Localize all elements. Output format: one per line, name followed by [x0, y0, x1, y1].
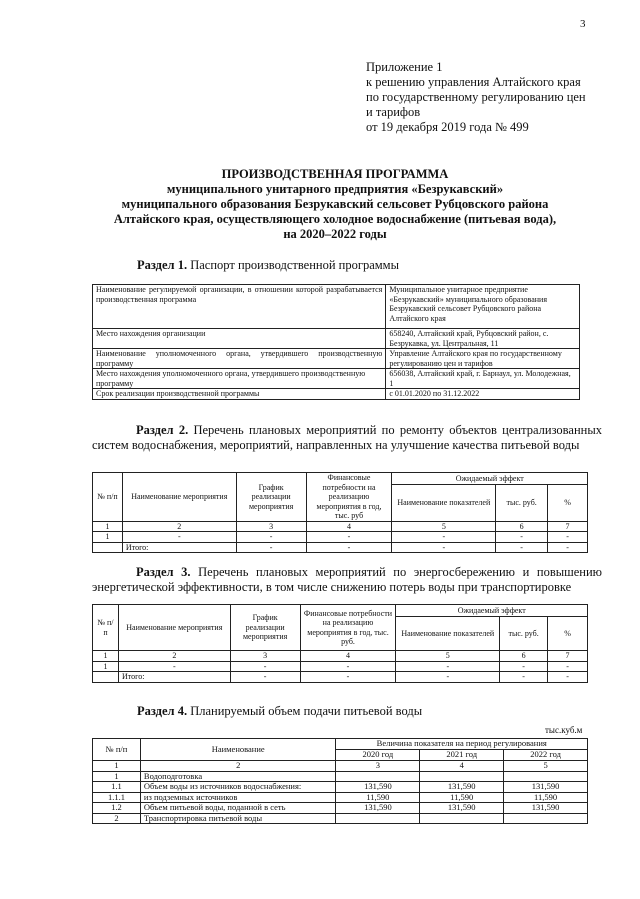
column-number: 5: [504, 761, 588, 772]
section3-text: Перечень плановых мероприятий по энергосбережению и повышению энергетической эффективности, в том числе снижению потерь воды при транспортировке: [92, 565, 603, 594]
appendix-line: по государственному регулированию цен: [366, 90, 586, 104]
total-label: Итого:: [118, 672, 230, 683]
table-row: [93, 782, 588, 793]
section1-label: Раздел 1.: [137, 258, 188, 272]
cell: 131,590: [420, 803, 504, 814]
appendix-block: [366, 60, 586, 135]
cell: 131,590: [504, 782, 588, 793]
cell: -: [496, 542, 548, 553]
cell: 131,590: [504, 803, 588, 814]
passport-value: с 01.01.2020 по 31.12.2022: [386, 389, 580, 400]
column-number: 5: [392, 521, 496, 532]
cell: -: [300, 672, 396, 683]
table-row: [93, 792, 588, 803]
cell: 131,590: [336, 803, 420, 814]
cell: 1: [93, 661, 119, 672]
cell: 11,590: [420, 792, 504, 803]
cell: -: [500, 672, 548, 683]
section1-text: Паспорт производственной программы: [190, 258, 399, 272]
title-line: ПРОИЗВОДСТВЕННАЯ ПРОГРАММА: [221, 167, 449, 181]
header-effect: Ожидаемый эффект: [396, 605, 588, 617]
header-finance: Финансовые потребности на реализацию мероприятия в год, тыс. руб.: [300, 605, 396, 651]
passport-name: Место нахождения организации: [93, 329, 386, 349]
section2-table: [92, 472, 588, 553]
column-number: 6: [500, 651, 548, 662]
passport-name: Наименование уполномоченного органа, утвердившего производственную программу: [93, 349, 386, 369]
table-row: [93, 329, 580, 349]
header-year: 2022 год: [504, 750, 588, 761]
title-line: муниципального унитарного предприятия «Безрукавский»: [166, 182, 504, 196]
cell: [336, 771, 420, 782]
cell: Водоподготовка: [140, 771, 336, 782]
column-number: 3: [230, 651, 300, 662]
column-number: 5: [396, 651, 500, 662]
table-row: [93, 542, 588, 553]
header-name: Наименование мероприятия: [122, 473, 236, 522]
section2-heading: [92, 423, 602, 453]
passport-name: Место нахождения уполномоченного органа, утвердившего производственную программу: [93, 369, 386, 389]
appendix-line: от 19 декабря 2019 года № 499: [366, 120, 529, 134]
column-number: 4: [306, 521, 392, 532]
section3-label: Раздел 3.: [136, 565, 191, 579]
cell: -: [122, 532, 236, 543]
section2-text: Перечень плановых мероприятий по ремонту объектов централизованных систем водоснабжения, мероприятий, направленных на улучшение качества питьевой воды: [92, 423, 602, 452]
header-num: № п/п: [93, 739, 141, 761]
cell: -: [392, 532, 496, 543]
table-row: [93, 285, 580, 329]
column-number: 4: [420, 761, 504, 772]
header-schedule: График реализации мероприятия: [230, 605, 300, 651]
section4-label: Раздел 4.: [137, 704, 188, 718]
header-num: № п/п: [93, 605, 119, 651]
cell: 131,590: [336, 782, 420, 793]
section4-heading: [137, 704, 422, 719]
passport-value: Муниципальное унитарное предприятие «Безрукавский» муниципального образования Безрукавский сельсовет Рубцовского района Алтайского края: [386, 285, 580, 329]
cell: [504, 771, 588, 782]
cell: [420, 813, 504, 824]
column-number: 3: [336, 761, 420, 772]
table-row: [93, 532, 588, 543]
cell: -: [230, 672, 300, 683]
header-pct: %: [548, 617, 588, 651]
cell: [93, 542, 123, 553]
column-number: 2: [122, 521, 236, 532]
header-indicator: Наименование показателей: [392, 485, 496, 521]
cell: 1: [93, 771, 141, 782]
header-finance: Финансовые потребности на реализацию мероприятия в год, тыс. руб: [306, 473, 392, 522]
table-row: [93, 771, 588, 782]
cell: 1: [93, 532, 123, 543]
header-indicator: Наименование показателей: [396, 617, 500, 651]
column-number: 3: [236, 521, 306, 532]
cell: -: [548, 672, 588, 683]
cell: 11,590: [504, 792, 588, 803]
cell: -: [500, 661, 548, 672]
cell: Объем питьевой воды, поданной в сеть: [140, 803, 336, 814]
appendix-line: Приложение 1: [366, 60, 443, 74]
total-label: Итого:: [122, 542, 236, 553]
table-row: [93, 672, 588, 683]
passport-value: 656038, Алтайский край, г. Барнаул, ул. Молодежная, 1: [386, 369, 580, 389]
passport-name: Срок реализации производственной программы: [93, 389, 386, 400]
cell: Транспортировка питьевой воды: [140, 813, 336, 824]
table-row: [93, 389, 580, 400]
header-effect: Ожидаемый эффект: [392, 473, 588, 485]
header-pct: %: [548, 485, 588, 521]
table-row: [93, 349, 580, 369]
section4-text: Планируемый объем подачи питьевой воды: [190, 704, 423, 718]
header-period: Величина показателя на период регулирования: [336, 739, 588, 750]
passport-name: Наименование регулируемой организации, в отношении которой разрабатывается производственная программа: [93, 285, 386, 329]
cell: -: [548, 532, 588, 543]
title-line: муниципального образования Безрукавский сельсовет Рубцовского района: [121, 197, 549, 211]
appendix-line: к решению управления Алтайского края: [366, 75, 581, 89]
cell: -: [236, 532, 306, 543]
cell: Объем воды из источников водоснабжения:: [140, 782, 336, 793]
cell: -: [392, 542, 496, 553]
header-name: Наименование: [140, 739, 336, 761]
table-row: [93, 651, 588, 662]
document-title: [90, 167, 580, 242]
cell: -: [496, 532, 548, 543]
column-number: 7: [548, 651, 588, 662]
cell: -: [396, 661, 500, 672]
appendix-line: и тарифов: [366, 105, 421, 119]
passport-value: 658240, Алтайский край, Рубцовский район, с. Безрукавка, ул. Центральная, 11: [386, 329, 580, 349]
cell: 11,590: [336, 792, 420, 803]
cell: -: [548, 542, 588, 553]
column-number: 2: [140, 761, 336, 772]
header-name: Наименование мероприятия: [118, 605, 230, 651]
passport-value: Управление Алтайского края по государственному регулированию цен и тарифов: [386, 349, 580, 369]
cell: -: [300, 661, 396, 672]
cell: -: [306, 532, 392, 543]
header-schedule: График реализации мероприятия: [236, 473, 306, 522]
cell: 1.1.1: [93, 792, 141, 803]
cell: -: [548, 661, 588, 672]
cell: [336, 813, 420, 824]
cell: [504, 813, 588, 824]
section3-table: [92, 604, 588, 683]
column-number: 2: [118, 651, 230, 662]
column-number: 6: [496, 521, 548, 532]
cell: 1.2: [93, 803, 141, 814]
header-year: 2020 год: [336, 750, 420, 761]
cell: -: [236, 542, 306, 553]
cell: -: [396, 672, 500, 683]
cell: [93, 672, 119, 683]
column-number: 4: [300, 651, 396, 662]
header-year: 2021 год: [420, 750, 504, 761]
cell: 131,590: [420, 782, 504, 793]
section4-table: [92, 738, 588, 824]
table-row: [93, 661, 588, 672]
column-number: 7: [548, 521, 588, 532]
table-row: [93, 521, 588, 532]
title-line: Алтайского края, осуществляющего холодное водоснабжение (питьевая вода),: [113, 212, 557, 226]
section3-heading: [92, 565, 602, 595]
title-line: на 2020–2022 годы: [283, 227, 387, 241]
cell: -: [118, 661, 230, 672]
passport-table: [92, 284, 580, 400]
column-number: 1: [93, 651, 119, 662]
page-number: 3: [580, 18, 586, 30]
cell: из подземных источников: [140, 792, 336, 803]
section2-label: Раздел 2.: [136, 423, 189, 437]
cell: 2: [93, 813, 141, 824]
table-row: [93, 803, 588, 814]
header-num: № п/п: [93, 473, 123, 522]
table-row: [93, 369, 580, 389]
cell: 1.1: [93, 782, 141, 793]
cell: -: [306, 542, 392, 553]
table-row: [93, 761, 588, 772]
column-number: 1: [93, 761, 141, 772]
header-rub: тыс. руб.: [500, 617, 548, 651]
column-number: 1: [93, 521, 123, 532]
table-row: [93, 813, 588, 824]
section1-heading: [137, 258, 399, 273]
unit-label: тыс.куб.м: [545, 725, 583, 735]
cell: [420, 771, 504, 782]
header-rub: тыс. руб.: [496, 485, 548, 521]
cell: -: [230, 661, 300, 672]
